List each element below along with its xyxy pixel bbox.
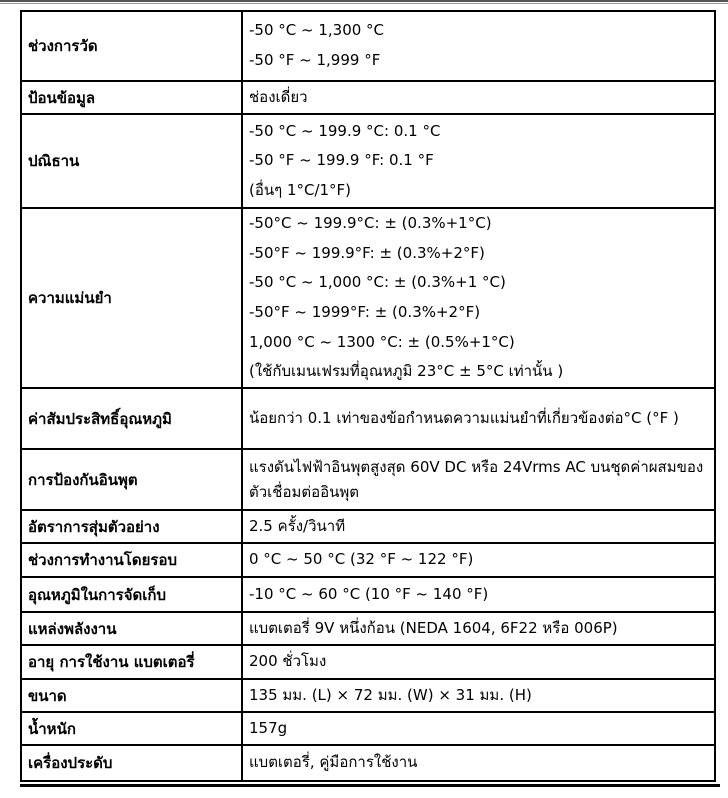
row-label: ช่วงการวัด [21, 11, 242, 81]
row-value [242, 114, 715, 208]
row-label: ปณิธาน [21, 114, 242, 208]
table-row [21, 712, 715, 745]
table-row [21, 208, 715, 388]
row-value [242, 612, 715, 645]
value-line: (อื่นๆ 1°C/1°F) [249, 180, 352, 199]
row-label: ค่าสัมประสิทธิ์อุณหภูมิ [21, 388, 242, 449]
value-line: (ใช้กับเมนเฟรมที่อุณหภูมิ 23°C ± 5°C เท่านั้น ) [249, 362, 564, 381]
value-line: -50 °F ~ 199.9 °F: 0.1 °F [249, 151, 434, 170]
table-row [21, 577, 715, 612]
value-line: 2.5 ครั้ง/วินาที [249, 516, 346, 535]
value-line: ช่องเดี่ยว [249, 87, 308, 106]
top-rule-thin [0, 3, 728, 4]
row-label: การป้องกันอินพุต [21, 449, 242, 510]
value-line: -50 °F ~ 1,999 °F [249, 51, 381, 69]
table-row [21, 449, 715, 510]
value-line: 135 มม. (L) × 72 มม. (W) × 31 มม. (H) [249, 685, 532, 704]
value-line: น้อยกว่า 0.1 เท่าของข้อกำหนดความแม่นยำที่เกี่ยวข้องต่อ°C (°F ) [249, 409, 679, 427]
row-value [242, 712, 715, 745]
row-value [242, 577, 715, 612]
value-line: แบตเตอรี่ 9V หนึ่งก้อน (NEDA 1604, 6F22 หรือ 006P) [249, 618, 618, 637]
value-line: -50°F ~ 1999°F: ± (0.3%+2°F) [249, 303, 481, 321]
table-row [21, 114, 715, 208]
value-line: -50°C ~ 199.9°C: ± (0.3%+1°C) [249, 214, 492, 233]
row-value [242, 11, 715, 81]
bottom-rule [20, 784, 720, 787]
row-value [242, 208, 715, 388]
row-label: ป้อนข้อมูล [21, 81, 242, 114]
table-row [21, 81, 715, 114]
row-value [242, 543, 715, 577]
row-label: ความแม่นยำ [21, 208, 242, 388]
row-label: น้ำหนัก [21, 712, 242, 745]
spec-table [20, 10, 716, 782]
value-line: 200 ชั่วโมง [249, 652, 327, 671]
table-row [21, 679, 715, 712]
row-value [242, 645, 715, 679]
value-line: -50 °C ~ 1,000 °C: ± (0.3%+1 °C) [249, 273, 506, 292]
row-value [242, 449, 715, 510]
table-row [21, 510, 715, 543]
row-label: ช่วงการทำงานโดยรอบ [21, 543, 242, 577]
value-line: -10 °C ~ 60 °C (10 °F ~ 140 °F) [249, 584, 489, 603]
table-row [21, 543, 715, 577]
value-line: แบตเตอรี่, คู่มือการใช้งาน [249, 753, 418, 772]
row-label: อายุ การใช้งาน แบตเตอรี่ [21, 645, 242, 679]
row-value [242, 81, 715, 114]
top-rule [0, 0, 728, 2]
value-line: แรงดันไฟฟ้าอินพุตสูงสุด 60V DC หรือ 24Vrms AC บนชุดค่าผสมของตัวเชื่อมต่ออินพุต [249, 457, 704, 501]
row-label: แหล่งพลังงาน [21, 612, 242, 645]
row-label: อัตราการสุ่มตัวอย่าง [21, 510, 242, 543]
row-value [242, 510, 715, 543]
value-line: -50 °C ~ 199.9 °C: 0.1 °C [249, 121, 441, 140]
value-line: 1,000 °C ~ 1300 °C: ± (0.5%+1°C) [249, 332, 515, 351]
row-label: เครื่องประดับ [21, 745, 242, 781]
table-row [21, 612, 715, 645]
table-row [21, 645, 715, 679]
table-row [21, 11, 715, 81]
table-row [21, 388, 715, 449]
value-line: 157g [249, 718, 288, 737]
row-value [242, 388, 715, 449]
value-line: -50 °C ~ 1,300 °C [249, 21, 385, 40]
row-label: ขนาด [21, 679, 242, 712]
row-label: อุณหภูมิในการจัดเก็บ [21, 577, 242, 612]
row-value [242, 679, 715, 712]
value-line: -50°F ~ 199.9°F: ± (0.3%+2°F) [249, 243, 485, 262]
row-value [242, 745, 715, 781]
value-line: 0 °C ~ 50 °C (32 °F ~ 122 °F) [249, 550, 474, 569]
table-row [21, 745, 715, 781]
